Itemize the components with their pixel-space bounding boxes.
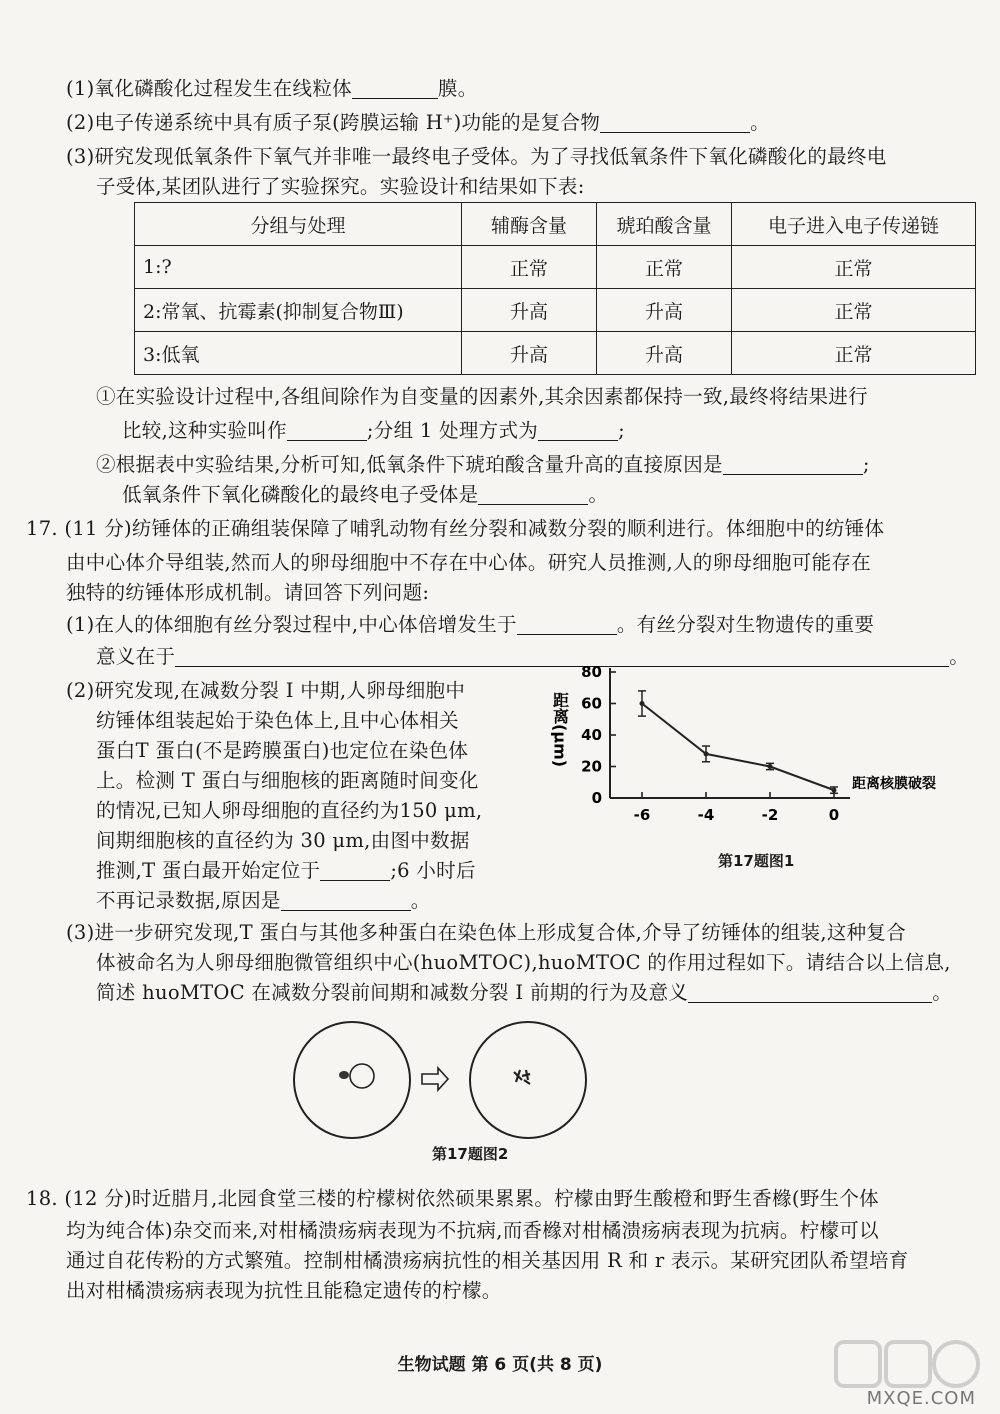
x-tick-label: -6 [633,806,651,824]
table-cell: 升高 [597,332,732,375]
q17-part-2-i [96,886,431,916]
answer-blank[interactable] [723,454,863,475]
sub-question-1-cont [122,416,625,446]
x-tick-label: -2 [761,806,779,824]
question-16-part-1 [66,74,478,104]
q18-text-b: 均为纯合体)杂交而来,对柑橘溃疡病表现为不抗病,而香橼对柑橘溃疡病表现为抗病。柠檬可以 [66,1219,879,1242]
q17-3-text-b: 体被命名为人卵母细胞微管组织中心(huoMTOC),huoMTOC 的作用过程如下。请结合以上信息, [96,951,951,974]
question-17-cont2 [66,578,429,608]
data-point [832,788,837,793]
sub-q2-text-c: 低氧条件下氧化磷酸化的最终电子受体是 [122,483,479,506]
data-point [704,751,709,756]
sub-q2-text-b: ; [862,453,870,476]
sub-q1-text: ①在实验设计过程中,各组间除作为自变量的因素外,其余因素都保持一致,最终将结果进行 [96,385,868,408]
table-header: 分组与处理 [135,203,462,246]
question-18 [26,1184,879,1214]
q17-3-text-d: 。 [932,981,953,1004]
q17-part-2-e [96,796,482,826]
chromatin-cluster [339,1071,349,1079]
q17-1-text-b: 。有丝分裂对生物遗传的重要 [616,613,875,636]
answer-blank[interactable] [688,982,932,1003]
q17-2-text-j: 。 [410,889,431,912]
answer-blank[interactable] [320,860,390,881]
answer-blank[interactable] [287,420,367,441]
q17-part-2-b [96,706,459,736]
table-header: 辅酶含量 [462,203,597,246]
answer-blank[interactable] [478,484,588,505]
question-16-part-3 [66,142,887,172]
table-header: 电子进入电子传递链 [732,203,976,246]
q16-1-end: 膜。 [437,77,478,100]
q17-2-text-g: 推测,T 蛋白最开始定位于 [96,859,321,882]
chromosome-cluster [514,1070,530,1084]
sub-q2-text-d: 。 [588,483,609,506]
table-cell: 升高 [597,289,732,332]
q17-1-text-d: 。 [949,645,970,668]
y-tick-label: 80 [581,663,602,681]
table-header: 琥珀酸含量 [597,203,732,246]
sub-q2-text: ②根据表中实验结果,分析可知,低氧条件下琥珀酸含量升高的直接原因是 [96,453,723,476]
q18-text-d: 出对柑橘溃疡病表现为抗性且能稳定遗传的柠檬。 [66,1279,502,1302]
table-row [135,246,976,289]
table-cell: 正常 [597,246,732,289]
question-18-d [66,1276,502,1306]
question-16-part-2 [66,108,770,138]
table-header-row [135,203,976,246]
watermark-text: MXQE.COM [866,1388,976,1409]
sub-q1-text-b: 比较,这种实验叫作 [122,419,287,442]
sub-q1-text-d: ; [618,419,625,442]
q17-part-2-d [96,766,479,796]
q17-part-1 [66,610,874,640]
nucleus [350,1064,374,1088]
q17-2-text-b: 纺锤体组装起始于染色体上,且中心体相关 [96,709,459,732]
q17-text-c: 独特的纺锤体形成机制。请回答下列问题: [66,581,430,604]
question-17-cont [66,548,871,578]
x-tick-label: -4 [697,806,715,824]
experiment-table [134,202,976,375]
q16-1-text: (1)氧化磷酸化过程发生在线粒体 [66,77,352,100]
sub-q1-text-c: ;分组 1 处理方式为 [366,419,539,442]
question-18-c [66,1246,909,1276]
question-17 [26,514,884,544]
q17-part-3-c [96,978,952,1008]
table-row [135,332,976,375]
q17-3-text-a: (3)进一步研究发现,T 蛋白与其他多种蛋白在染色体上形成复合体,介导了纺锤体的组装,这种复合 [66,921,907,944]
x-tick-label: 0 [828,806,840,824]
sub-question-2-cont [122,480,608,510]
q17-1-text: (1)在人的体细胞有丝分裂过程中,中心体倍增发生于 [66,613,517,636]
table-cell: 升高 [462,332,597,375]
table-cell: 正常 [462,246,597,289]
q17-part-3 [66,918,906,948]
q17-2-text-h: ;6 小时后 [390,859,476,882]
q17-3-text-c: 简述 huoMTOC 在减数分裂前间期和减数分裂 Ⅰ 前期的行为及意义 [96,981,689,1004]
q17-part-2 [66,676,465,706]
table-cell: 正常 [732,246,976,289]
distance-time-chart [540,650,980,835]
answer-blank[interactable] [600,112,750,133]
table-row [135,289,976,332]
q17-1-text-c: 意义在于 [96,645,176,668]
q18-text-c: 通过自花传粉的方式繁殖。控制柑橘溃疡病抗性的相关基因用 R 和 r 表示。某研究团队希望培育 [66,1249,909,1272]
q17-part-2-f [96,826,470,856]
y-tick-label: 40 [581,726,602,744]
table-cell: 1:? [135,246,462,289]
q17-text: 17. (11 分)纺锤体的正确组装保障了哺乳动物有丝分裂和减数分裂的顺利进行。体细胞中的纺锤体 [26,517,885,540]
table-cell: 2:常氧、抗霉素(抑制复合物Ⅲ) [135,289,462,332]
table-cell: 升高 [462,289,597,332]
question-16-part-3-cont [96,172,585,202]
figure-1-caption: 第17题图1 [718,852,795,870]
sub-question-2 [96,450,870,480]
q16-3-text-cont: 子受体,某团队进行了实验探究。实验设计和结果如下表: [96,175,585,198]
sub-question-1 [96,382,868,412]
q17-2-text-d: 上。检测 T 蛋白与细胞核的距离随时间变化 [96,769,479,792]
table-cell: 正常 [732,332,976,375]
answer-blank[interactable] [281,890,411,911]
q18-text-a: 18. (12 分)时近腊月,北园食堂三楼的柠檬树依然硕果累累。柠檬由野生酸橙和野生香橼(野生个体 [26,1187,879,1210]
y-tick-label: 60 [581,694,602,713]
q17-part-3-b [96,948,951,978]
answer-blank[interactable] [352,78,438,99]
q17-part-2-g [96,856,476,886]
y-axis-label: 距离(μm) [550,692,570,768]
answer-blank[interactable] [538,420,618,441]
q17-2-text-f: 间期细胞核的直径约为 30 μm,由图中数据 [96,829,470,852]
q16-2-end: 。 [750,111,770,134]
q16-2-text: (2)电子传递系统中具有质子泵(跨膜运输 H⁺)功能的是复合物 [66,111,601,134]
q17-part-2-c [96,736,468,766]
y-tick-label: 20 [581,757,602,776]
page-footer: 生物试题 第 6 页(共 8 页) [397,1355,603,1375]
data-point [640,701,645,706]
question-18-b [66,1216,879,1246]
series-line [642,704,834,791]
answer-blank[interactable] [517,614,617,635]
table-cell: 正常 [732,289,976,332]
q17-2-text-a: (2)研究发现,在减数分裂 Ⅰ 中期,人卵母细胞中 [66,679,466,702]
q17-2-text-e: 的情况,已知人卵母细胞的直径约为150 μm, [96,799,483,822]
q17-2-text-i: 不再记录数据,原因是 [96,889,281,912]
table-cell: 3:低氧 [135,332,462,375]
arrow-icon [422,1068,448,1090]
q17-text-b: 由中心体介导组装,然而人的卵母细胞中不存在中心体。研究人员推测,人的卵母细胞可能存在 [66,551,871,574]
huomtoc-diagram [290,1018,620,1142]
data-point [768,764,773,769]
q16-3-text: (3)研究发现低氧条件下氧气并非唯一最终电子受体。为了寻找低氧条件下氧化磷酸化的最终电 [66,145,887,168]
annotation-label: 距离核膜破裂 [852,776,936,793]
figure-2-caption: 第17题图2 [432,1145,509,1163]
q17-2-text-c: 蛋白T 蛋白(不是跨膜蛋白)也定位在染色体 [96,739,469,762]
y-tick-label: 0 [591,789,602,807]
